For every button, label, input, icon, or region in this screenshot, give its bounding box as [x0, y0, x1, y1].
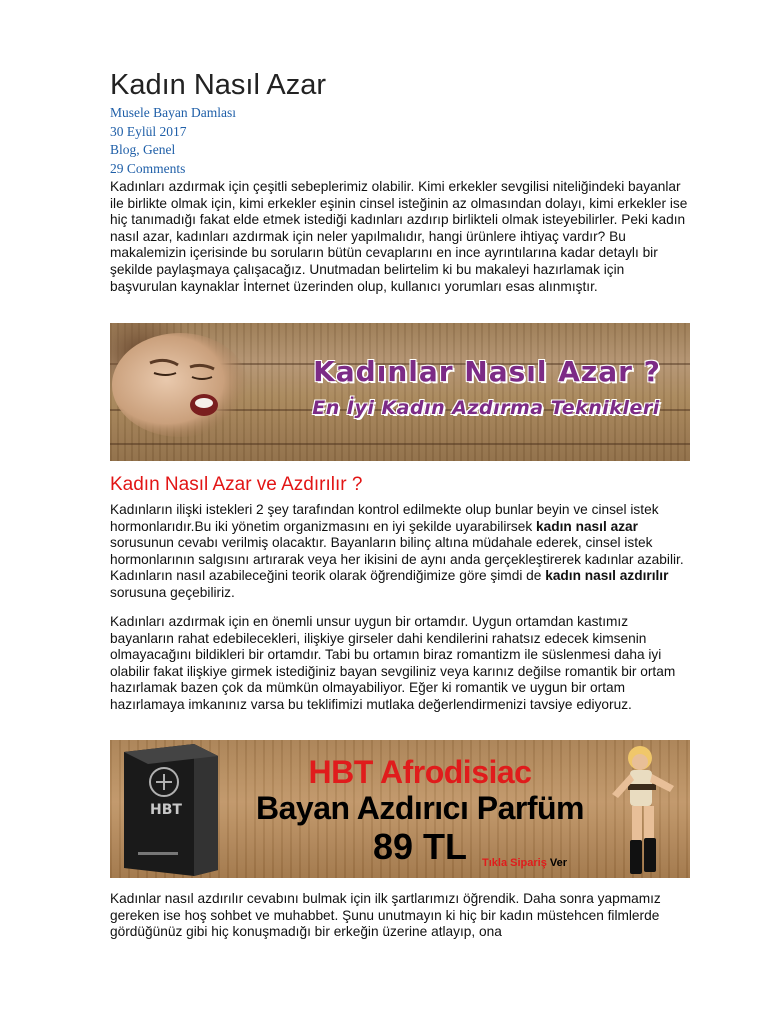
perfume-box-image	[114, 742, 224, 876]
product-ad-banner[interactable]	[110, 740, 690, 878]
intro-paragraph: Kadınları azdırmak için çeşitli sebeplerimiz olabilir. Kimi erkekler sevgilisi niteliğindeki bayanlar ile birlikte olmak için, kimi erkekler eşinin cinsel isteğinin az olmasından dolayı, kimi erkekler ise hiç tanımadığı fakat elde etmek istediği kadınları azdırıp birlikteli olmak isteyebilirler. Peki kadın nasıl azar, kadınları azdırmak için neler yapılmalıdır, hangi ürünlere ihtiyaç vardır? Bu makalemizin içerisinde bu soruların bütün cevaplarını en ince ayrıntılarına kadar detaylı bir şekilde paylaşmaya çalışacağız. Unutmadan belirtelim ki bu makaleyi hazırlamak için başvurulan kaynaklar İnternet üzerinden olup, kullanıcı yorumları esas alınmıştır.	[110, 179, 688, 294]
article-banner-image	[110, 323, 690, 461]
box-label: HBT	[150, 802, 182, 818]
banner-subheadline: En İyi Kadın Azdırma Teknikleri	[312, 397, 660, 419]
author-link[interactable]: Musele Bayan Damlası	[110, 105, 236, 120]
date-link[interactable]: 30 Eylül 2017	[110, 123, 187, 139]
ad-price: 89 TL	[372, 826, 468, 867]
bold-keyword: kadın nasıl azar	[536, 518, 638, 534]
ad-product-name: HBT Afrodisiac	[308, 754, 532, 790]
bold-keyword: kadın nasıl azdırılır	[545, 568, 669, 584]
paragraph-1: Kadınların ilişki istekleri 2 şey tarafından kontrol edilmekte olup bunlar beyin ve cinsel istek hormonlarıdır.Bu iki yönetim organizmasını en iyi şekilde uyarabilirsek kadın nasıl azar sorusunun cevabı verilmiş olacaktır. Bayanların bilinç altına müdahale ederek, cinsel istek hormonlarının salgısını artırarak veya her ikisini de aynı anda gerçekleştirerek kadınlar azabilir. Kadınların nasıl azabileceğini teorik olarak öğrendiğimize göre şimdi de kadın nasıl azdırılır sorusuna geçebiliriz.	[110, 502, 684, 600]
section-heading: Kadın Nasıl Azar ve Azdırılır ?	[110, 474, 363, 495]
ad-product-description: Bayan Azdırıcı Parfüm	[256, 790, 584, 826]
comments-link[interactable]: 29 Comments	[110, 160, 186, 176]
post-meta	[110, 104, 236, 178]
paragraph-2: Kadınları azdırmak için en önemli unsur uygun bir ortamdır. Uygun ortamdan kastımız bayanların rahat edebilecekleri, ilişkiye girseler dahi kendilerini rahatsız edecek kimsenin olmayacağını bildikleri bir ortamdır. Tabi bu ortamın biraz romantizm ile süslenmesi daha iyi olabilir fakat ilişkiye girmek istediğiniz bayan sevgiliniz veya karınız değilse romantik bir ortam hazırlamak bazen çok da mümkün olmayabiliyor. Eğer ki romantik ve uygun bir ortam hazırlamaya imkanınız varsa bu teklifimizi mutlaka değerlendirmenizi tavsiye ediyoruz.	[110, 614, 676, 712]
paragraph-3: Kadınlar nasıl azdırılır cevabını bulmak için ilk şartlarımızı öğrendik. Daha sonra yapmamız gereken ise hoş sohbet ve muhabbet. Şunu unutmayın ki hiç bir kadın müstehcen filmlerde gördüğünüz gibi hiç konuşmadığı bir erkeğin üzerine atlayıp, ona	[110, 891, 661, 940]
categories-link[interactable]: Blog, Genel	[110, 142, 176, 158]
banner-headline: Kadınlar Nasıl Azar ?	[313, 355, 661, 388]
page-title: Kadın Nasıl Azar	[110, 69, 326, 101]
woman-face-image	[110, 323, 300, 461]
order-button[interactable]: Tıkla Sipariş Ver	[482, 857, 567, 869]
